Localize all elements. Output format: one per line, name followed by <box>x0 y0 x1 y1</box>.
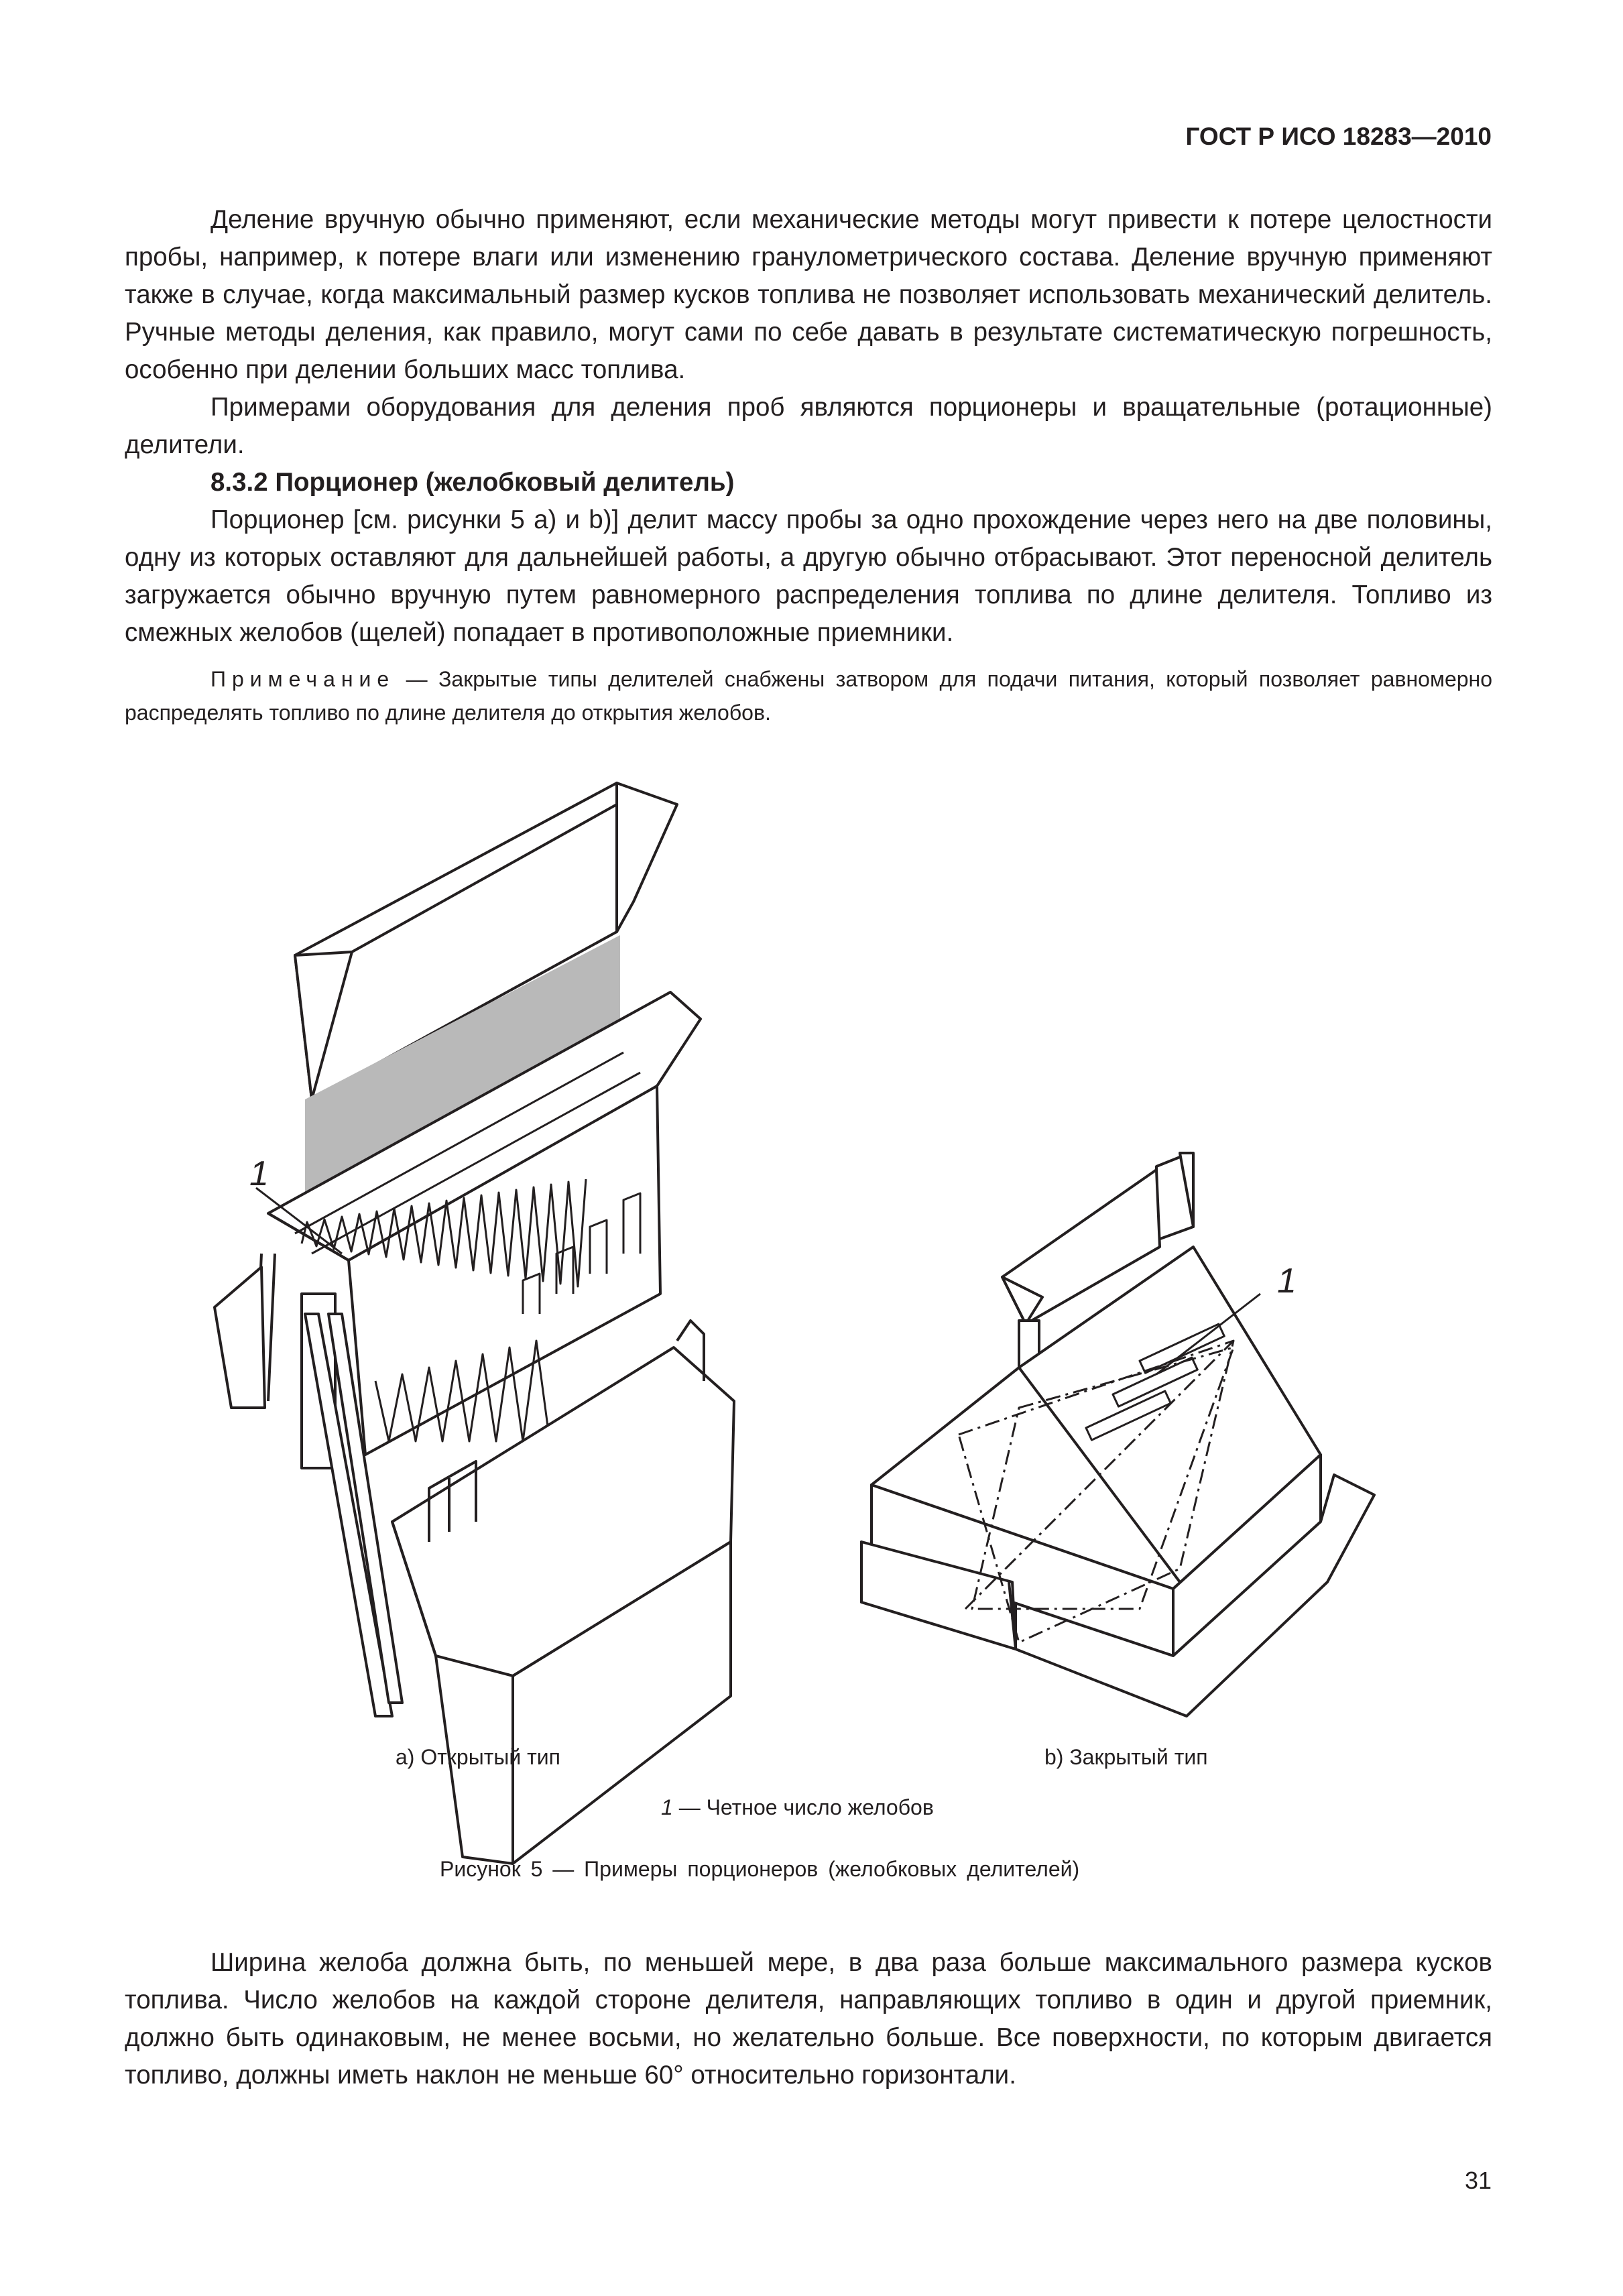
paragraph-equipment-examples: Примерами оборудования для деления проб являются порционеры и вращательные (ротационные) делители. <box>125 393 1492 459</box>
section-heading: 8.3.2 Порционер (желобковый делитель) <box>211 468 735 497</box>
subcaption-closed-type: b) Закрытый тип <box>1044 1745 1208 1769</box>
paragraph-riffle-divider: Порционер [см. рисунки 5 а) и b)] делит массу пробы за одно прохождение через него на две половины, одну из которых оставляют для дальнейшей работы, а другую обычно отбрасывают. Этот переносной делитель загружается обычно вручную путем равномерного распределения топлива по длине делителя. Топливо из смежных желобов (щелей) попадает в противоположные приемники. <box>125 505 1492 647</box>
closed-type-divider-drawing <box>861 1153 1374 1716</box>
document-header: ГОСТ Р ИСО 18283—2010 <box>1185 123 1492 150</box>
note-label: Примечание <box>211 667 396 691</box>
callout-label-a: 1 <box>249 1154 269 1193</box>
page-number: 31 <box>1464 2167 1492 2194</box>
subcaption-open-type: a) Открытый тип <box>396 1745 560 1769</box>
legend-number: 1 <box>661 1795 673 1819</box>
figure-title: Рисунок 5 — Примеры порционеров (желобковых делителей) <box>440 1857 1080 1881</box>
paragraph-riffle-width: Ширина желоба должна быть, по меньшей мере, в два раза больше максимального размера кусков топлива. Число желобов на каждой стороне делителя, направляющих топливо в один и другой приемник, должно быть одинаковым, не менее восьми, но желательно больше. Все поверхности, по которым двигается топливо, должны иметь наклон не меньше 60° относительно горизонтали. <box>125 1948 1492 2090</box>
callout-label-b: 1 <box>1277 1262 1297 1301</box>
figure-legend <box>661 1795 934 1820</box>
paragraph-manual-division: Деление вручную обычно применяют, если механические методы могут привести к потере целостности пробы, например, к потере влаги или изменению гранулометрического состава. Деление вручную применяют также в случае, когда максимальный размер кусков топлива не позволяет использовать механический делитель. Ручные методы деления, как правило, могут сами по себе давать в результате систематическую погрешность, особенно при делении больших масс топлива. <box>125 205 1492 384</box>
open-type-divider-drawing <box>215 783 734 1864</box>
legend-text: — Четное число желобов <box>678 1795 934 1819</box>
closing-text <box>125 1944 1492 2094</box>
note-text: — Закрытые типы делителей снабжены затвором для подачи питания, который позволяет равномерно распределять топливо по длине делителя до открытия желобов. <box>125 667 1493 725</box>
